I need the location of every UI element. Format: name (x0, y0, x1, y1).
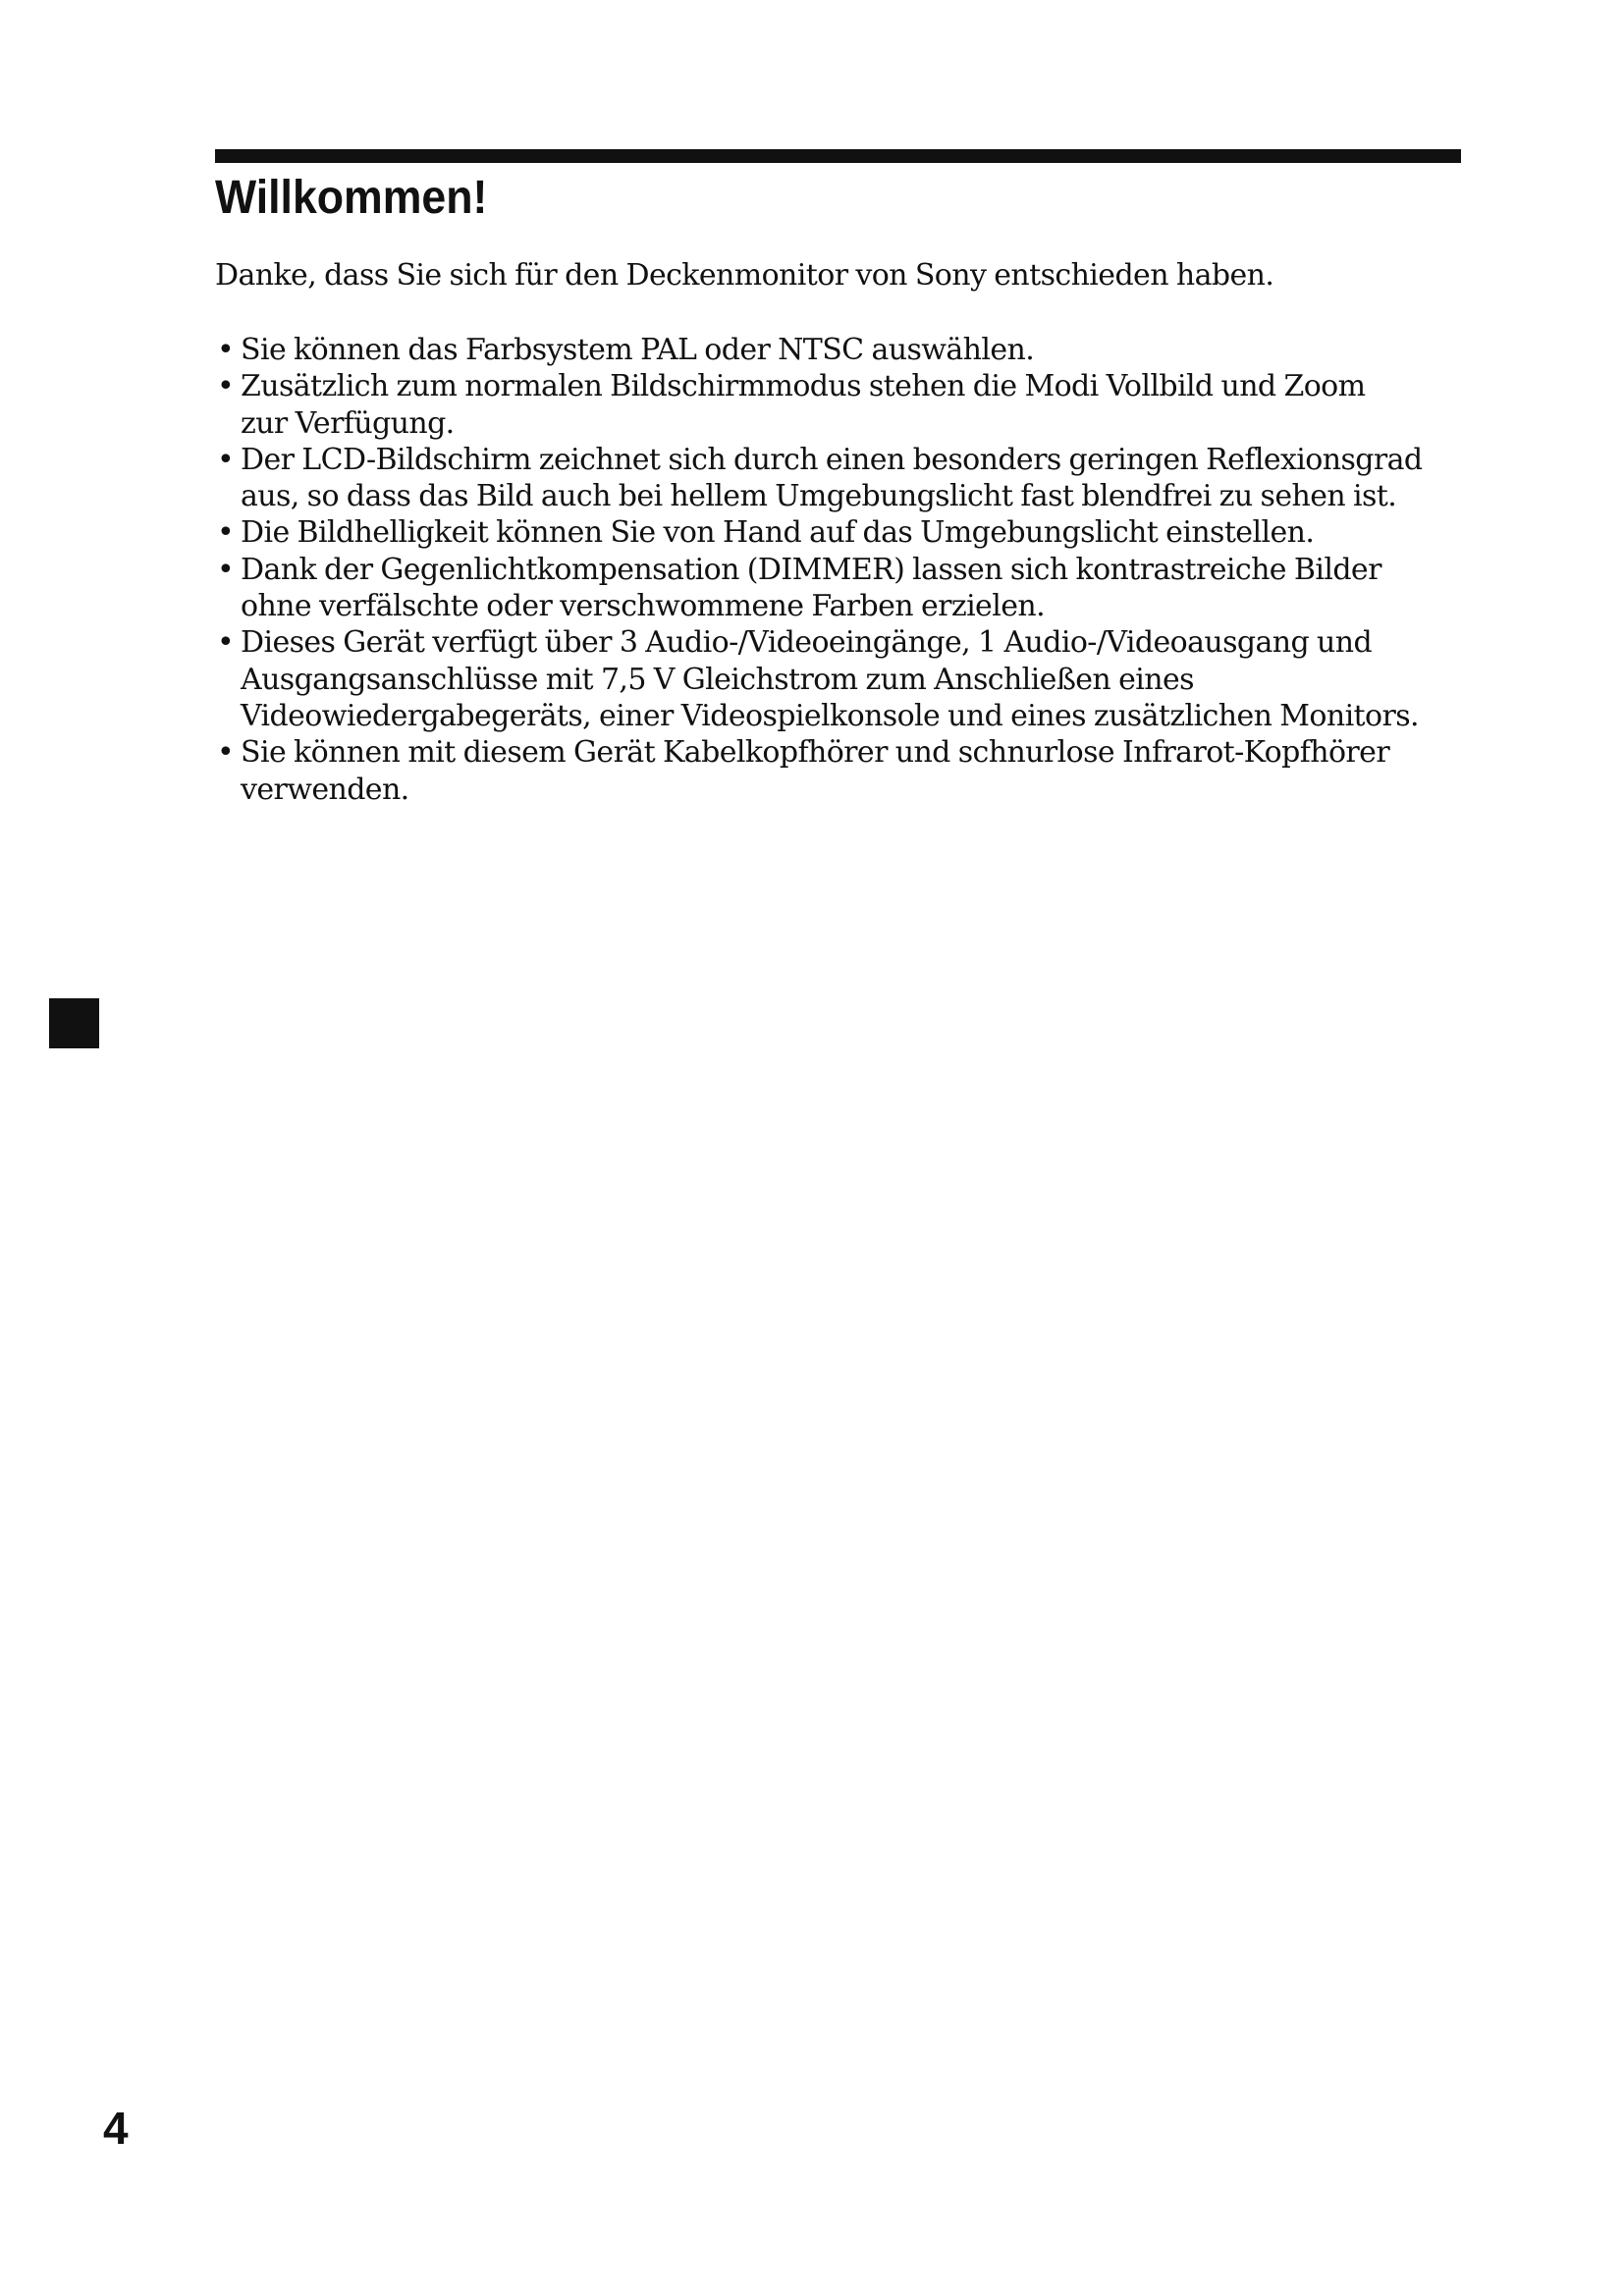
page-title: Willkommen! (215, 172, 488, 224)
list-item (215, 734, 1482, 808)
list-item-line: Videowiedergabegeräts, einer Videospielkonsole und eines zusätzlichen Monitors. (241, 698, 1419, 733)
bullet-icon: • (217, 333, 235, 367)
list-item-line: verwenden. (241, 772, 409, 807)
bullet-icon: • (217, 515, 235, 551)
list-item-line: Der LCD-Bildschirm zeichnet sich durch einen besonders geringen Reflexionsgrad (241, 442, 1423, 477)
list-item (215, 514, 1482, 551)
list-item (215, 552, 1482, 625)
list-item-line: Dieses Gerät verfügt über 3 Audio-/Videoeingänge, 1 Audio-/Videoausgang und (241, 625, 1373, 661)
list-item (215, 368, 1482, 442)
bullet-icon: • (217, 735, 235, 771)
feature-list (215, 332, 1482, 808)
list-item (215, 624, 1482, 734)
page-number: 4 (103, 2103, 129, 2154)
list-item-line: zur Verfügung. (241, 405, 455, 441)
list-item-line: Sie können das Farbsystem PAL oder NTSC auswählen. (241, 333, 1035, 367)
list-item-line: Die Bildhelligkeit können Sie von Hand auf das Umgebungslicht einstellen. (241, 515, 1315, 551)
heading-rule (215, 149, 1461, 163)
bullet-icon: • (217, 369, 235, 404)
list-item-line: Ausgangsanschlüsse mit 7,5 V Gleichstrom zum Anschließen eines (241, 662, 1194, 697)
bullet-icon: • (217, 552, 235, 587)
list-item (215, 332, 1482, 368)
list-item-line: Sie können mit diesem Gerät Kabelkopfhörer und schnurlose Infrarot-Kopfhörer (241, 735, 1390, 771)
bullet-icon: • (217, 625, 235, 661)
list-item (215, 442, 1482, 515)
list-item-line: Dank der Gegenlichtkompensation (DIMMER) lassen sich kontrastreiche Bilder (241, 552, 1381, 587)
list-item-line: aus, so dass das Bild auch bei hellem Umgebungslicht fast blendfrei zu sehen ist. (241, 479, 1397, 514)
intro-text: Danke, dass Sie sich für den Deckenmonitor von Sony entschieden haben. (215, 258, 1274, 293)
list-item-line: Zusätzlich zum normalen Bildschirmmodus stehen die Modi Vollbild und Zoom (241, 369, 1366, 404)
bullet-icon: • (217, 442, 235, 477)
section-marker-square (49, 998, 99, 1048)
list-item-line: ohne verfälschte oder verschwommene Farben erzielen. (241, 589, 1046, 624)
